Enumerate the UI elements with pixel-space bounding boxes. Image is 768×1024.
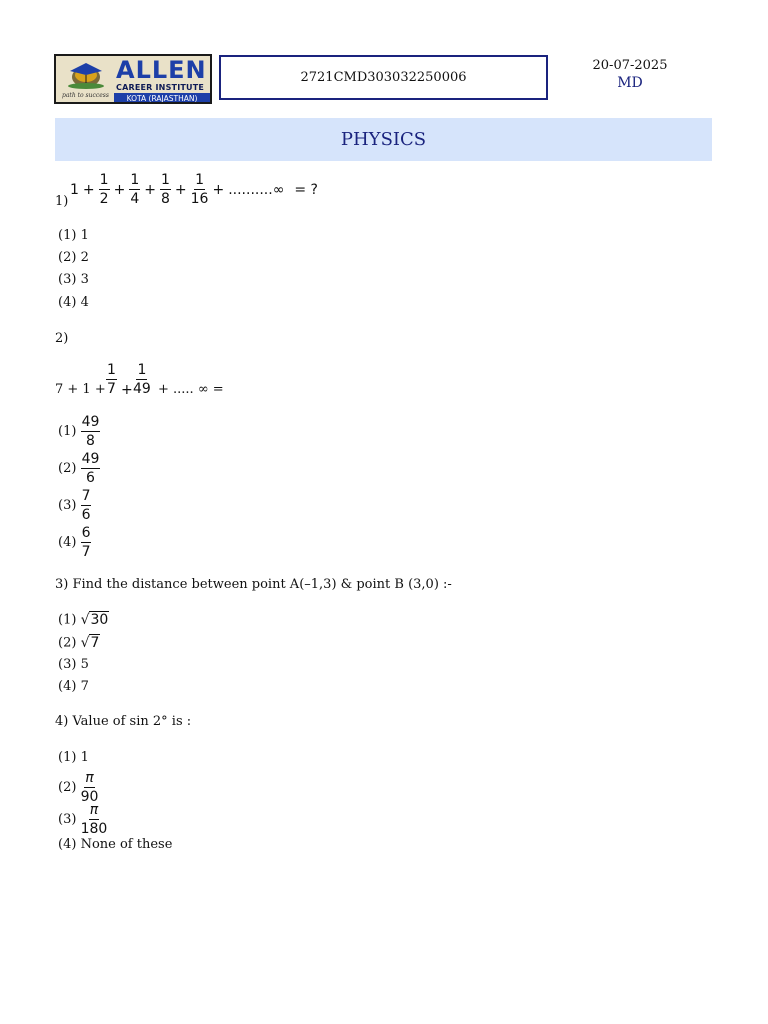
fraction-numerator: 1: [195, 172, 204, 188]
option-text: 3: [80, 272, 89, 287]
question-2-number: 2): [55, 331, 69, 346]
allen-logo: [54, 54, 212, 104]
plus-sign: +: [174, 181, 187, 198]
option-fraction: [81, 488, 92, 523]
fraction-numerator: 1: [107, 362, 116, 378]
fraction-denominator: 2: [99, 191, 109, 207]
question-1-expression: [70, 172, 318, 207]
q4-option-4[interactable]: [58, 837, 172, 853]
paper-code-box: [219, 55, 548, 100]
q1-option-4[interactable]: [58, 295, 89, 311]
fraction-denominator: 7: [81, 544, 91, 560]
option-label: (3): [58, 272, 77, 287]
option-label: (2): [58, 780, 77, 795]
option-text: None of these: [80, 837, 173, 852]
fraction-numerator: 1: [160, 172, 170, 188]
question-3-text: Find the distance between point A(–1,3) & point B (3,0) :-: [72, 577, 452, 592]
q2-option-2[interactable]: [58, 451, 100, 486]
subject-banner: [55, 118, 712, 161]
square-root: √30: [80, 612, 109, 628]
option-text: 2: [80, 250, 89, 265]
q3-option-1[interactable]: [58, 612, 109, 629]
q2-fraction: [106, 362, 117, 397]
q1-option-2[interactable]: [58, 250, 89, 266]
option-label: (2): [58, 461, 77, 476]
square-root: √7: [80, 635, 100, 651]
option-text: 7: [80, 679, 89, 694]
option-text: 1: [80, 750, 89, 765]
q1-option-1[interactable]: [58, 228, 89, 244]
q3-option-4[interactable]: [58, 679, 89, 695]
q2-fraction: [133, 362, 151, 397]
logo-subtitle: CAREER INSTITUTE: [116, 83, 205, 92]
question-3: [55, 577, 452, 592]
q2-option-4[interactable]: [58, 525, 91, 560]
fraction-numerator: 49: [81, 451, 100, 467]
option-text: 1: [80, 228, 89, 243]
paper-code: 2721CMD303032250006: [300, 70, 467, 85]
q2-tail: + ..... ∞ =: [158, 382, 224, 397]
question-4-text: Value of sin 2° is :: [72, 714, 192, 729]
logo-tagline: path to success: [62, 92, 109, 99]
fraction-denominator: 8: [160, 191, 170, 207]
subject-title: PHYSICS: [340, 129, 427, 150]
q1-fraction: [160, 172, 171, 207]
stream-code: MD: [617, 75, 643, 91]
option-label: (1): [58, 228, 77, 243]
option-label: (4): [58, 295, 77, 310]
fraction-denominator: 90: [80, 789, 99, 805]
option-label: (3): [58, 498, 77, 513]
plus-sign: +: [121, 382, 133, 398]
fraction-numerator: 1: [99, 172, 109, 188]
q4-option-2[interactable]: [58, 770, 98, 805]
fraction-numerator: 1: [130, 172, 140, 188]
option-text: 4: [80, 295, 89, 310]
q1-equals: = ?: [294, 181, 318, 198]
fraction-denominator: 4: [130, 191, 140, 207]
fraction-denominator: 6: [81, 507, 91, 523]
radicand: 30: [90, 612, 109, 628]
plus-sign: +: [212, 181, 225, 198]
q4-option-3[interactable]: [58, 802, 107, 837]
option-label: (4): [58, 679, 77, 694]
question-4-number: 4): [55, 714, 69, 729]
option-fraction: [81, 451, 101, 486]
fraction-numerator: 6: [81, 525, 91, 541]
fraction-denominator: 16: [190, 191, 209, 207]
option-label: (3): [58, 657, 77, 672]
q1-tail: ..........∞: [228, 181, 285, 198]
fraction-numerator: π: [89, 802, 99, 818]
option-fraction: [81, 414, 101, 449]
fraction-denominator: 49: [133, 381, 151, 397]
option-label: (3): [58, 812, 77, 827]
q2-option-3[interactable]: [58, 488, 91, 523]
option-text: 5: [80, 657, 89, 672]
q2-option-1[interactable]: [58, 414, 100, 449]
fraction-denominator: 6: [86, 470, 95, 486]
plus-sign: +: [113, 181, 126, 198]
fraction-numerator: 1: [137, 362, 147, 378]
option-label: (2): [58, 635, 77, 651]
question-1-number: 1): [55, 194, 69, 209]
q3-option-3[interactable]: [58, 657, 89, 673]
fraction-denominator: 7: [107, 381, 116, 397]
option-fraction: [81, 525, 92, 560]
option-fraction: [81, 770, 99, 805]
q1-lead: 1: [70, 181, 79, 198]
exam-date: 20-07-2025: [592, 58, 668, 73]
plus-sign: +: [144, 181, 156, 198]
q1-fraction: [191, 172, 209, 207]
option-label: (1): [58, 612, 77, 628]
logo-brand: ALLEN: [116, 56, 207, 84]
q1-option-3[interactable]: [58, 272, 89, 288]
option-label: (1): [58, 750, 77, 765]
fraction-numerator: π: [85, 770, 94, 786]
fraction-denominator: 8: [86, 433, 95, 449]
fraction-numerator: 49: [81, 414, 100, 430]
plus-sign: +: [82, 181, 95, 198]
logo-city: KOTA (RAJASTHAN): [114, 93, 210, 104]
globe-emblem-icon: [60, 59, 112, 91]
radicand: 7: [90, 635, 100, 651]
fraction-numerator: 7: [81, 488, 91, 504]
option-label: (1): [58, 424, 77, 439]
question-3-number: 3): [55, 577, 69, 592]
option-label: (4): [58, 837, 77, 852]
fraction-denominator: 180: [80, 821, 108, 837]
q3-option-2[interactable]: [58, 635, 100, 652]
q1-fraction: [129, 172, 140, 207]
option-fraction: [81, 802, 108, 837]
option-label: (2): [58, 250, 77, 265]
q2-lead: 7 + 1 +: [55, 382, 106, 397]
option-label: (4): [58, 535, 77, 550]
question-4: [55, 714, 191, 729]
q1-fraction: [99, 172, 110, 207]
q4-option-1[interactable]: [58, 750, 89, 766]
